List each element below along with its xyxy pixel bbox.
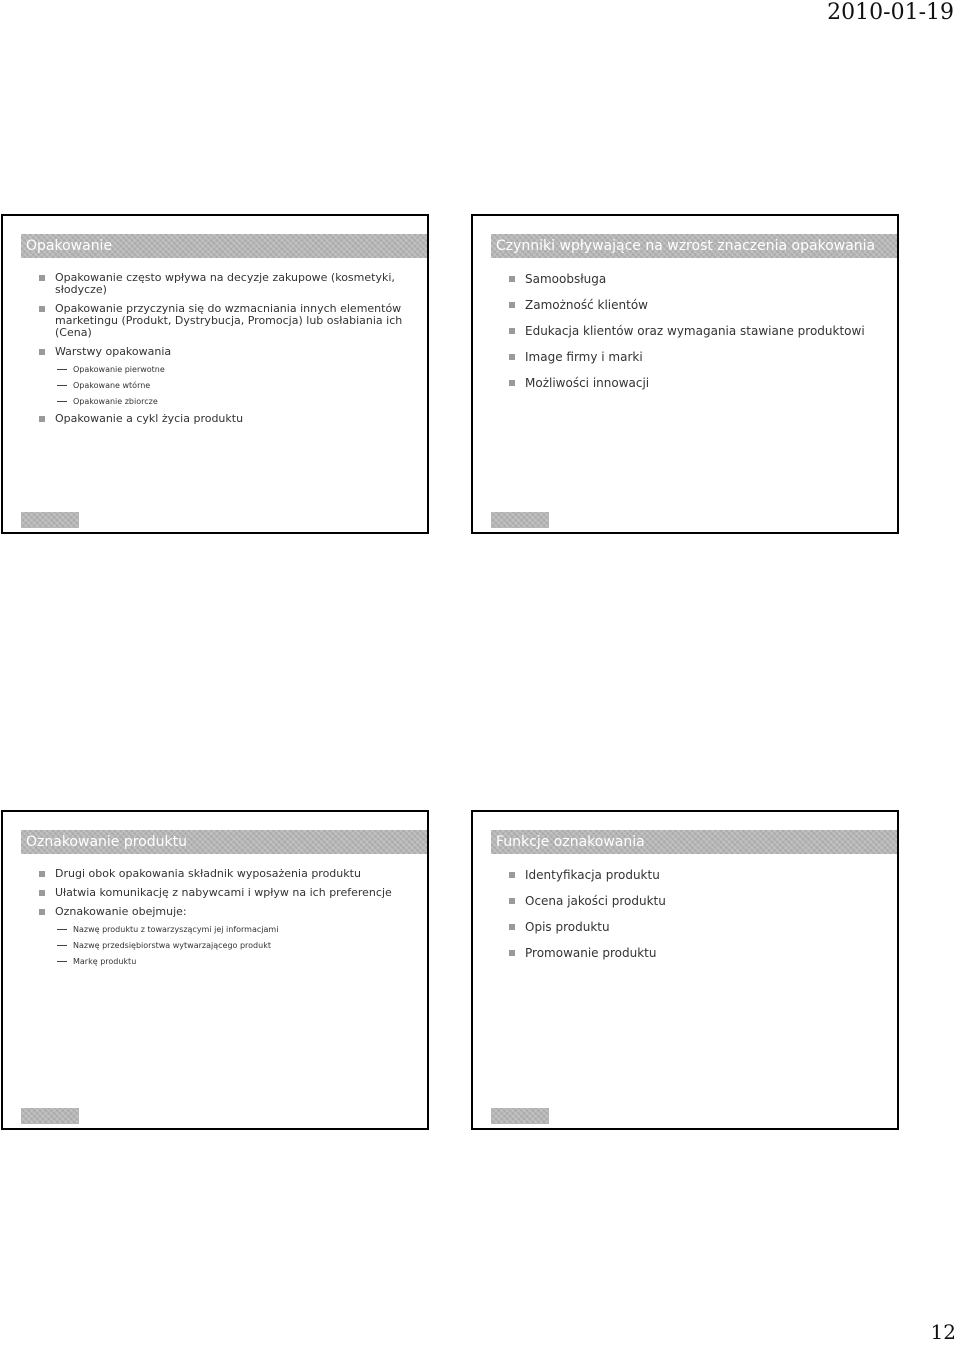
slide-funkcje	[471, 810, 899, 1130]
slide-title: Oznakowanie produktu	[21, 830, 427, 854]
square-bullet-icon	[39, 349, 45, 355]
bullet-text: Opakowanie pierwotne	[73, 365, 165, 374]
square-bullet-icon	[509, 302, 515, 308]
slide-czynniki	[471, 214, 899, 534]
bullet-item	[39, 413, 419, 425]
dash-bullet-icon	[57, 369, 67, 370]
bullet-item	[509, 868, 889, 882]
square-bullet-icon	[39, 890, 45, 896]
slide-footer-tag	[21, 1108, 79, 1124]
bullet-text: Opakowanie często wpływa na decyzje zakupowe (kosmetyki, słodycze)	[55, 271, 395, 296]
page-date: 2010-01-19	[827, 0, 954, 25]
sub-bullet-item	[39, 925, 419, 935]
square-bullet-icon	[509, 898, 515, 904]
slide-title: Opakowanie	[21, 234, 427, 258]
page-number: 12	[930, 1320, 956, 1344]
bullet-item	[509, 298, 889, 312]
bullet-item	[39, 868, 419, 880]
square-bullet-icon	[509, 354, 515, 360]
square-bullet-icon	[509, 380, 515, 386]
slide-body	[509, 272, 889, 402]
bullet-text: Warstwy opakowania	[55, 345, 172, 358]
square-bullet-icon	[509, 950, 515, 956]
bullet-text: Identyfikacja produktu	[525, 868, 660, 882]
square-bullet-icon	[39, 871, 45, 877]
square-bullet-icon	[509, 924, 515, 930]
square-bullet-icon	[39, 909, 45, 915]
slide-footer-tag	[21, 512, 79, 528]
sub-bullet-item	[39, 957, 419, 967]
square-bullet-icon	[39, 416, 45, 422]
bullet-item	[509, 946, 889, 960]
dash-bullet-icon	[57, 401, 67, 402]
bullet-text: Możliwości innowacji	[525, 376, 650, 390]
bullet-text: Opakowanie a cykl życia produktu	[55, 412, 244, 425]
slide-footer-tag	[491, 1108, 549, 1124]
square-bullet-icon	[509, 872, 515, 878]
dash-bullet-icon	[57, 945, 67, 946]
bullet-item	[509, 324, 889, 338]
slide-opakowanie	[1, 214, 429, 534]
bullet-item	[39, 346, 419, 358]
bullet-text: Edukacja klientów oraz wymagania stawiane produktowi	[525, 324, 865, 338]
bullet-text: Nazwę produktu z towarzyszącymi jej informacjami	[73, 925, 279, 934]
bullet-text: Opakowane wtórne	[73, 381, 151, 390]
bullet-item	[39, 906, 419, 918]
sub-bullet-item	[39, 365, 419, 375]
bullet-text: Drugi obok opakowania składnik wyposażenia produktu	[55, 867, 361, 880]
dash-bullet-icon	[57, 385, 67, 386]
bullet-text: Opakowanie przyczynia się do wzmacniania innych elementów marketingu (Produkt, Dystrybucja, Promocja) lub osłabiania ich (Cena)	[55, 302, 403, 339]
square-bullet-icon	[509, 276, 515, 282]
bullet-text: Markę produktu	[73, 957, 137, 966]
slide-title: Funkcje oznakowania	[491, 830, 897, 854]
bullet-text: Promowanie produktu	[525, 946, 657, 960]
slide-body	[509, 868, 889, 972]
bullet-text: Opis produktu	[525, 920, 610, 934]
bullet-text: Ułatwia komunikację z nabywcami i wpływ na ich preferencje	[55, 886, 392, 899]
bullet-item	[39, 272, 419, 296]
square-bullet-icon	[509, 328, 515, 334]
bullet-item	[509, 350, 889, 364]
sub-bullet-item	[39, 381, 419, 391]
bullet-text: Opakowanie zbiorcze	[73, 397, 158, 406]
slide-oznakowanie	[1, 810, 429, 1130]
slide-footer-tag	[491, 512, 549, 528]
square-bullet-icon	[39, 306, 45, 312]
bullet-text: Ocena jakości produktu	[525, 894, 666, 908]
bullet-item	[509, 272, 889, 286]
bullet-text: Samoobsługa	[525, 272, 607, 286]
square-bullet-icon	[39, 275, 45, 281]
slide-title: Czynniki wpływające na wzrost znaczenia opakowania	[491, 234, 897, 258]
bullet-text: Oznakowanie obejmuje:	[55, 905, 187, 918]
bullet-text: Image firmy i marki	[525, 350, 643, 364]
sub-bullet-item	[39, 397, 419, 407]
bullet-item	[509, 894, 889, 908]
bullet-item	[509, 376, 889, 390]
sub-bullet-item	[39, 941, 419, 951]
dash-bullet-icon	[57, 961, 67, 962]
bullet-text: Nazwę przedsiębiorstwa wytwarzającego produkt	[73, 941, 271, 950]
bullet-text: Zamożność klientów	[525, 298, 648, 312]
slide-body	[39, 868, 419, 973]
bullet-item	[39, 303, 419, 339]
dash-bullet-icon	[57, 929, 67, 930]
slide-body	[39, 272, 419, 432]
bullet-item	[509, 920, 889, 934]
bullet-item	[39, 887, 419, 899]
